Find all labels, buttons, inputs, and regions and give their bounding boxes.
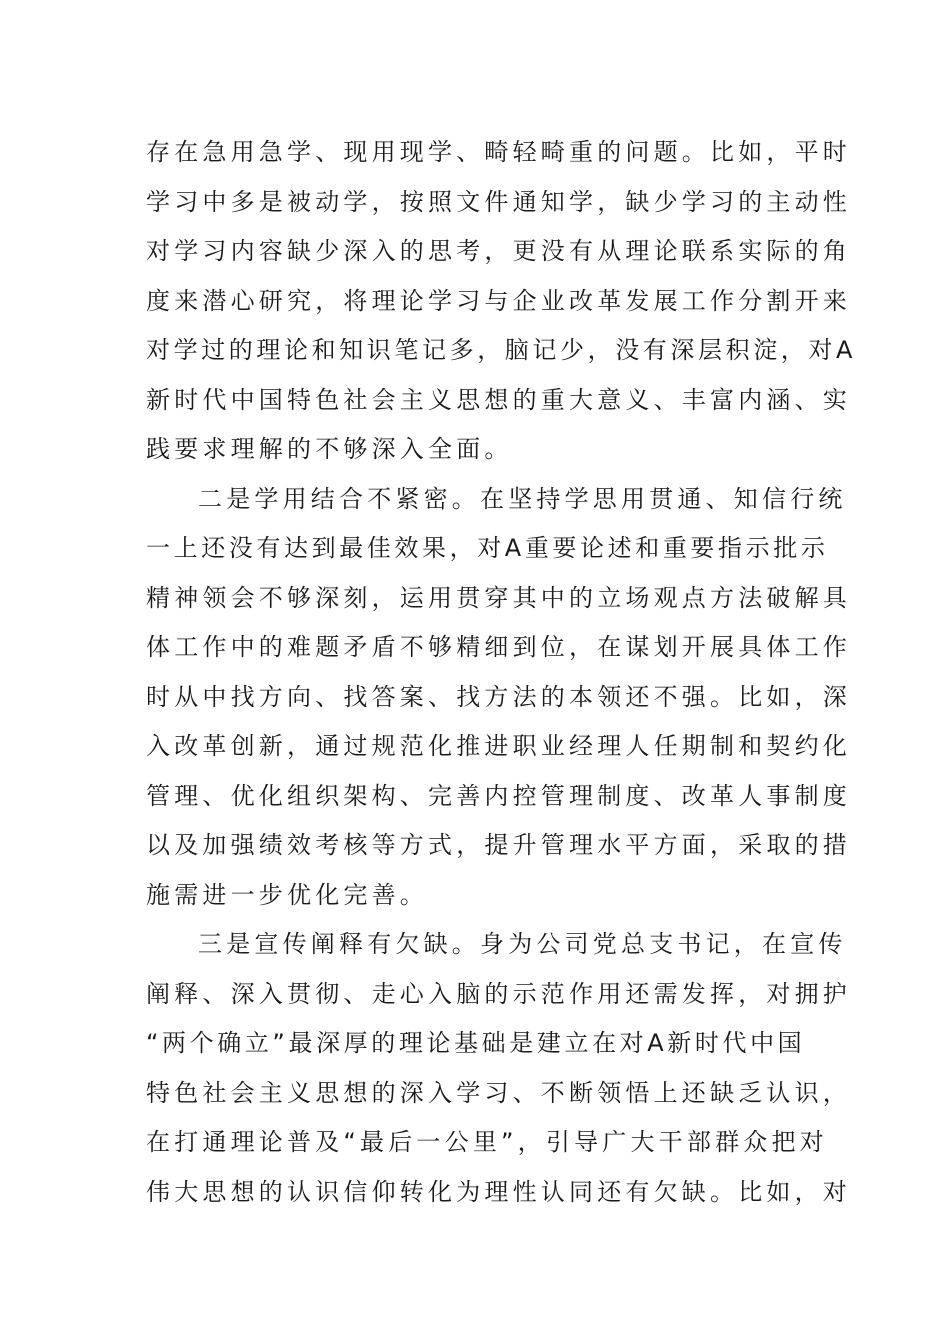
text-line: 对学习内容缺少深入的思考，更没有从理论联系实际的角 [146, 237, 851, 265]
paragraph-3 [146, 920, 851, 1217]
text-line: 践要求理解的不够深入全面。 [146, 435, 513, 463]
text-line: 入改革创新，通过规范化推进职业经理人任期制和契约化 [146, 732, 851, 760]
text-line: 以及加强绩效考核等方式，提升管理水平方面，采取的措 [146, 831, 851, 859]
document-body [146, 128, 857, 1217]
text-line: 学习中多是被动学，按照文件通知学，缺少学习的主动性 [146, 187, 851, 216]
text-line: 施需进一步优化完善。 [146, 880, 428, 909]
paragraph-1 [146, 128, 857, 475]
paragraph-2 [146, 475, 851, 921]
text-line: 一上还没有达到最佳效果，对A重要论述和重要指示批示 [146, 534, 829, 562]
text-line: 特色社会主义思想的深入学习、不断领悟上还缺乏认识， [146, 1078, 851, 1107]
text-line: 对学过的理论和知识笔记多，脑记少，没有深层积淀，对A [146, 336, 857, 364]
text-line: 在打通理论普及“最后一公里”，引导广大干部群众把对 [146, 1128, 828, 1156]
text-line: 体工作中的难题矛盾不够精细到位，在谋划开展具体工作 [146, 633, 851, 661]
text-line: 度来潜心研究，将理论学习与企业改革发展工作分割开来 [146, 286, 851, 315]
text-line: 精神领会不够深刻，运用贯穿其中的立场观点方法破解具 [146, 583, 851, 612]
text-line: 管理、优化组织架构、完善内控管理制度、改革人事制度 [146, 781, 851, 810]
text-line: 二是学用结合不紧密。在坚持学思用贯通、知信行统 [198, 484, 847, 513]
text-line: 三是宣传阐释有欠缺。身为公司党总支书记，在宣传 [198, 930, 847, 958]
text-line: 新时代中国特色社会主义思想的重大意义、丰富内涵、实 [146, 385, 851, 414]
text-line: “两个确立”最深厚的理论基础是建立在对A新时代中国 [146, 1029, 806, 1057]
text-line: 存在急用急学、现用现学、畸轻畸重的问题。比如，平时 [146, 138, 851, 166]
text-line: 伟大思想的认识信仰转化为理性认同还有欠缺。比如，对 [146, 1177, 851, 1206]
text-line: 阐释、深入贯彻、走心入脑的示范作用还需发挥，对拥护 [146, 979, 851, 1008]
text-line: 时从中找方向、找答案、找方法的本领还不强。比如，深 [146, 682, 851, 711]
